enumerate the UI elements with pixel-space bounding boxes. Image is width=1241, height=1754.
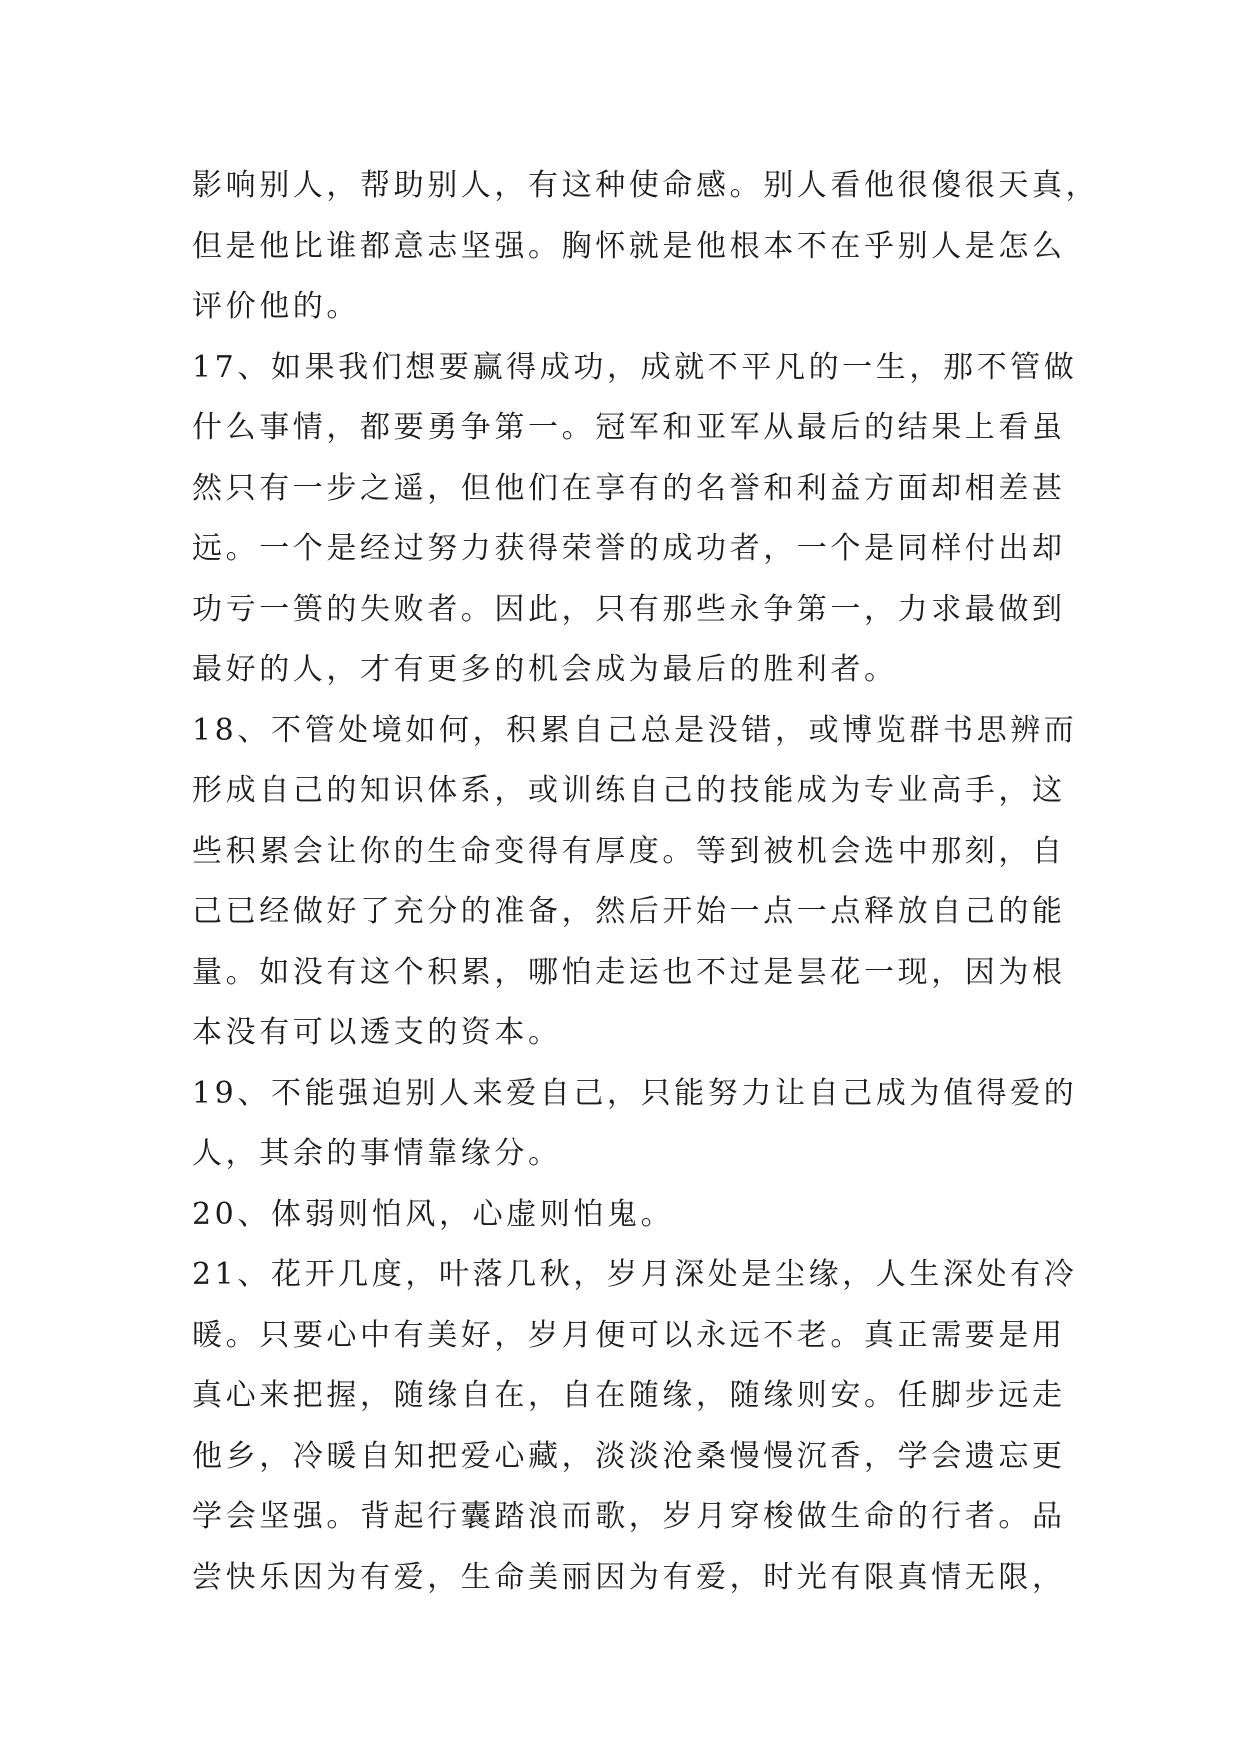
text-line: 些积累会让你的生命变得有厚度。等到被机会选中那刻，自 bbox=[192, 833, 1066, 869]
text-line: 20、体弱则怕风，心虚则怕鬼。 bbox=[192, 1196, 675, 1232]
text-line: 21、花开几度，叶落几秋，岁月深处是尘缘，人生深处有冷 bbox=[192, 1257, 1078, 1292]
text-line: 18、不管处境如何，积累自己总是没错，或博览群书思辨而 bbox=[192, 712, 1078, 748]
text-line: 然只有一步之遥，但他们在享有的名誉和利益方面却相差甚 bbox=[192, 470, 1066, 506]
text-line: 影响别人，帮助别人，有这种使命感。别人看他很傻很天真， bbox=[192, 168, 1100, 203]
text-line: 他乡，冷暖自知把爱心藏，淡淡沧桑慢慢沉香，学会遗忘更 bbox=[192, 1438, 1066, 1474]
text-line: 己已经做好了充分的准备，然后开始一点一点释放自己的能 bbox=[192, 894, 1066, 929]
text-line: 形成自己的知识体系，或训练自己的技能成为专业高手，这 bbox=[192, 773, 1066, 808]
text-line: 评价他的。 bbox=[192, 289, 360, 324]
text-line: 量。如没有这个积累，哪怕走运也不过是昙花一现，因为根 bbox=[192, 954, 1066, 990]
text-line: 真心来把握，随缘自在，自在随缘，随缘则安。任脚步远走 bbox=[192, 1378, 1066, 1413]
text-line: 最好的人，才有更多的机会成为最后的胜利者。 bbox=[192, 652, 898, 687]
text-line: 17、如果我们想要赢得成功，成就不平凡的一生，那不管做 bbox=[192, 349, 1078, 385]
text-line: 但是他比谁都意志坚强。胸怀就是他根本不在乎别人是怎么 bbox=[192, 228, 1066, 264]
document-body bbox=[192, 156, 1100, 1608]
text-line: 本没有可以透支的资本。 bbox=[192, 1015, 562, 1050]
text-line: 尝快乐因为有爱，生命美丽因为有爱，时光有限真情无限， bbox=[192, 1559, 1066, 1595]
text-line: 人，其余的事情靠缘分。 bbox=[192, 1136, 562, 1171]
text-line: 功亏一篑的失败者。因此，只有那些永争第一，力求最做到 bbox=[192, 591, 1066, 627]
text-line: 远。一个是经过努力获得荣誉的成功者，一个是同样付出却 bbox=[192, 531, 1066, 566]
text-line: 什么事情，都要勇争第一。冠军和亚军从最后的结果上看虽 bbox=[192, 410, 1066, 445]
text-line: 19、不能强迫别人来爱自己，只能努力让自己成为值得爱的 bbox=[192, 1075, 1078, 1111]
text-line: 暖。只要心中有美好，岁月便可以永远不老。真正需要是用 bbox=[192, 1317, 1066, 1353]
text-line: 学会坚强。背起行囊踏浪而歌，岁月穿梭做生命的行者。品 bbox=[192, 1499, 1066, 1534]
